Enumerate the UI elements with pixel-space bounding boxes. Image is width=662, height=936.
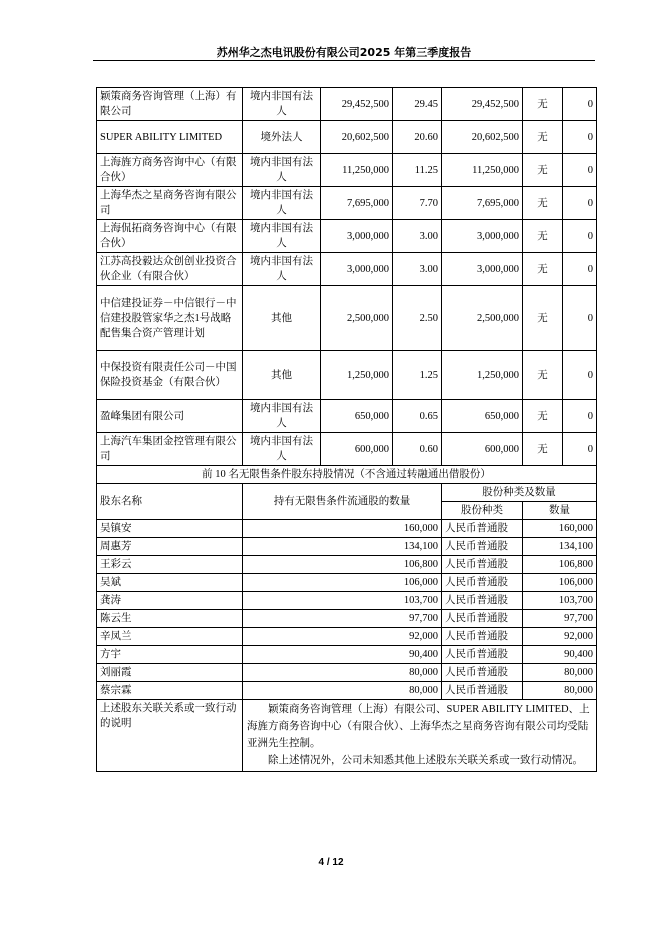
- holder-shares: 7,695,000: [321, 187, 393, 220]
- header-divider: [93, 60, 595, 61]
- unrestricted-count: 160,000: [243, 520, 442, 538]
- holder-pledge-count: 0: [563, 154, 597, 187]
- unrestricted-holder-name: 吴镇安: [97, 520, 243, 538]
- unrestricted-count: 92,000: [243, 628, 442, 646]
- holder-shares: 650,000: [321, 400, 393, 433]
- holder-restricted-shares: 650,000: [442, 400, 523, 433]
- page-number: 4 / 12: [318, 857, 344, 868]
- holder-shares: 3,000,000: [321, 220, 393, 253]
- unrestricted-share-type: 人民币普通股: [442, 574, 523, 592]
- top-holder-row: [97, 187, 597, 220]
- holder-restricted-shares: 2,500,000: [442, 286, 523, 351]
- unrestricted-quantity: 92,000: [523, 628, 597, 646]
- holder-pledge-status: 无: [523, 351, 563, 400]
- holder-pledge-status: 无: [523, 88, 563, 121]
- holder-name: 上海华杰之星商务咨询有限公司: [97, 187, 243, 220]
- unrestricted-holder-name: 陈云生: [97, 610, 243, 628]
- top-holder-row: [97, 88, 597, 121]
- unrestricted-share-type: 人民币普通股: [442, 556, 523, 574]
- holder-shares: 20,602,500: [321, 121, 393, 154]
- note-section: [97, 700, 597, 772]
- holder-pledge-status: 无: [523, 187, 563, 220]
- holder-pledge-count: 0: [563, 121, 597, 154]
- holder-percent: 1.25: [393, 351, 442, 400]
- unrestricted-quantity: 134,100: [523, 538, 597, 556]
- unrestricted-section-title: 前 10 名无限售条件股东持股情况（不含通过转融通出借股份）: [97, 466, 597, 484]
- unrestricted-holder-name: 周惠芳: [97, 538, 243, 556]
- holder-percent: 3.00: [393, 220, 442, 253]
- unrestricted-row: [97, 574, 597, 592]
- holder-nature: 境内非国有法人: [243, 220, 321, 253]
- holder-restricted-shares: 29,452,500: [442, 88, 523, 121]
- holder-pledge-count: 0: [563, 433, 597, 466]
- holder-name: 中信建投证券－中信银行－中信建投股管家华之杰1号战略配售集合资产管理计划: [97, 286, 243, 351]
- holder-nature: 其他: [243, 351, 321, 400]
- unrestricted-quantity: 160,000: [523, 520, 597, 538]
- holder-percent: 2.50: [393, 286, 442, 351]
- holder-percent: 20.60: [393, 121, 442, 154]
- note-paragraph-2: 除上述情况外，公司未知悉其他上述股东关联关系或一致行动情况。: [268, 755, 583, 766]
- holder-percent: 0.65: [393, 400, 442, 433]
- unrestricted-holder-name: 刘丽霞: [97, 664, 243, 682]
- note-content: [243, 700, 597, 772]
- holder-pledge-count: 0: [563, 88, 597, 121]
- col-header-holder-name: 股东名称: [97, 484, 243, 520]
- unrestricted-count: 106,800: [243, 556, 442, 574]
- unrestricted-quantity: 103,700: [523, 592, 597, 610]
- holder-nature: 境内非国有法人: [243, 88, 321, 121]
- top-holder-row: [97, 433, 597, 466]
- unrestricted-share-type: 人民币普通股: [442, 520, 523, 538]
- note-label: 上述股东关联关系或一致行动的说明: [97, 700, 243, 772]
- unrestricted-count: 80,000: [243, 664, 442, 682]
- unrestricted-quantity: 80,000: [523, 664, 597, 682]
- unrestricted-holder-name: 蔡宗霖: [97, 682, 243, 700]
- unrestricted-section: [97, 466, 597, 520]
- holder-nature: 境外法人: [243, 121, 321, 154]
- holder-name: 中保投资有限责任公司－中国保险投资基金（有限合伙）: [97, 351, 243, 400]
- top-holder-row: [97, 121, 597, 154]
- holder-pledge-count: 0: [563, 220, 597, 253]
- unrestricted-quantity: 106,800: [523, 556, 597, 574]
- shareholder-table: [96, 87, 597, 772]
- holder-restricted-shares: 11,250,000: [442, 154, 523, 187]
- top-holder-row: [97, 286, 597, 351]
- unrestricted-share-type: 人民币普通股: [442, 682, 523, 700]
- note-paragraph-1: 颖策商务咨询管理（上海）有限公司、SUPER ABILITY LIMITED、上海旌方商务咨询中心（有限合伙）、上海华杰之星商务咨询有限公司均受陆亚洲先生控制。: [247, 704, 590, 749]
- col-header-unrestricted-count: 持有无限售条件流通股的数量: [243, 484, 442, 520]
- holder-nature: 境内非国有法人: [243, 433, 321, 466]
- holder-pledge-status: 无: [523, 154, 563, 187]
- holder-restricted-shares: 3,000,000: [442, 220, 523, 253]
- unrestricted-share-type: 人民币普通股: [442, 610, 523, 628]
- holder-pledge-status: 无: [523, 400, 563, 433]
- unrestricted-row: [97, 592, 597, 610]
- holder-pledge-count: 0: [563, 286, 597, 351]
- unrestricted-share-type: 人民币普通股: [442, 628, 523, 646]
- unrestricted-row: [97, 682, 597, 700]
- unrestricted-holder-name: 辛凤兰: [97, 628, 243, 646]
- unrestricted-quantity: 97,700: [523, 610, 597, 628]
- holder-name: 颖策商务咨询管理（上海）有限公司: [97, 88, 243, 121]
- holder-percent: 29.45: [393, 88, 442, 121]
- unrestricted-count: 80,000: [243, 682, 442, 700]
- holder-pledge-status: 无: [523, 220, 563, 253]
- top-holder-row: [97, 400, 597, 433]
- holder-percent: 0.60: [393, 433, 442, 466]
- holder-nature: 境内非国有法人: [243, 187, 321, 220]
- unrestricted-row: [97, 520, 597, 538]
- holder-name: SUPER ABILITY LIMITED: [97, 121, 243, 154]
- unrestricted-count: 97,700: [243, 610, 442, 628]
- unrestricted-holder-name: 龚涛: [97, 592, 243, 610]
- page-header-title: 苏州华之杰电讯股份有限公司2025 年第三季度报告: [216, 46, 472, 59]
- unrestricted-count: 106,000: [243, 574, 442, 592]
- unrestricted-share-type: 人民币普通股: [442, 538, 523, 556]
- holder-restricted-shares: 1,250,000: [442, 351, 523, 400]
- unrestricted-holder-name: 王彩云: [97, 556, 243, 574]
- holder-nature: 境内非国有法人: [243, 253, 321, 286]
- holder-name: 盈峰集团有限公司: [97, 400, 243, 433]
- unrestricted-holder-name: 吴斌: [97, 574, 243, 592]
- holder-name: 江苏高投毅达众创创业投资合伙企业（有限合伙）: [97, 253, 243, 286]
- holder-pledge-count: 0: [563, 253, 597, 286]
- unrestricted-row: [97, 556, 597, 574]
- holder-shares: 2,500,000: [321, 286, 393, 351]
- top-holder-row: [97, 220, 597, 253]
- holder-percent: 3.00: [393, 253, 442, 286]
- holder-nature: 境内非国有法人: [243, 400, 321, 433]
- holder-nature: 其他: [243, 286, 321, 351]
- col-header-quantity: 数量: [523, 502, 597, 520]
- unrestricted-row: [97, 628, 597, 646]
- unrestricted-holder-name: 方宇: [97, 646, 243, 664]
- top-holder-row: [97, 253, 597, 286]
- holder-name: 上海汽车集团金控管理有限公司: [97, 433, 243, 466]
- holder-pledge-count: 0: [563, 400, 597, 433]
- holder-pledge-count: 0: [563, 187, 597, 220]
- unrestricted-row: [97, 610, 597, 628]
- top-holder-row: [97, 154, 597, 187]
- holder-restricted-shares: 600,000: [442, 433, 523, 466]
- holder-shares: 11,250,000: [321, 154, 393, 187]
- unrestricted-share-type: 人民币普通股: [442, 664, 523, 682]
- unrestricted-count: 103,700: [243, 592, 442, 610]
- col-header-share-type: 股份种类: [442, 502, 523, 520]
- holder-restricted-shares: 3,000,000: [442, 253, 523, 286]
- holder-pledge-status: 无: [523, 286, 563, 351]
- holder-pledge-status: 无: [523, 433, 563, 466]
- unrestricted-count: 134,100: [243, 538, 442, 556]
- unrestricted-row: [97, 646, 597, 664]
- unrestricted-share-type: 人民币普通股: [442, 646, 523, 664]
- holder-percent: 11.25: [393, 154, 442, 187]
- holder-shares: 3,000,000: [321, 253, 393, 286]
- holder-shares: 1,250,000: [321, 351, 393, 400]
- holder-name: 上海侃拓商务咨询中心（有限合伙）: [97, 220, 243, 253]
- holder-shares: 600,000: [321, 433, 393, 466]
- holder-pledge-status: 无: [523, 253, 563, 286]
- unrestricted-rows: [97, 520, 597, 700]
- unrestricted-row: [97, 664, 597, 682]
- holder-pledge-count: 0: [563, 351, 597, 400]
- holder-percent: 7.70: [393, 187, 442, 220]
- unrestricted-quantity: 106,000: [523, 574, 597, 592]
- unrestricted-quantity: 90,400: [523, 646, 597, 664]
- holder-name: 上海旌方商务咨询中心（有限合伙）: [97, 154, 243, 187]
- holder-restricted-shares: 20,602,500: [442, 121, 523, 154]
- holder-shares: 29,452,500: [321, 88, 393, 121]
- holder-pledge-status: 无: [523, 121, 563, 154]
- unrestricted-quantity: 80,000: [523, 682, 597, 700]
- unrestricted-row: [97, 538, 597, 556]
- holder-nature: 境内非国有法人: [243, 154, 321, 187]
- top-holders-body: [97, 88, 597, 466]
- col-header-type-group: 股份种类及数量: [442, 484, 597, 502]
- holder-restricted-shares: 7,695,000: [442, 187, 523, 220]
- top-holder-row: [97, 351, 597, 400]
- unrestricted-count: 90,400: [243, 646, 442, 664]
- unrestricted-share-type: 人民币普通股: [442, 592, 523, 610]
